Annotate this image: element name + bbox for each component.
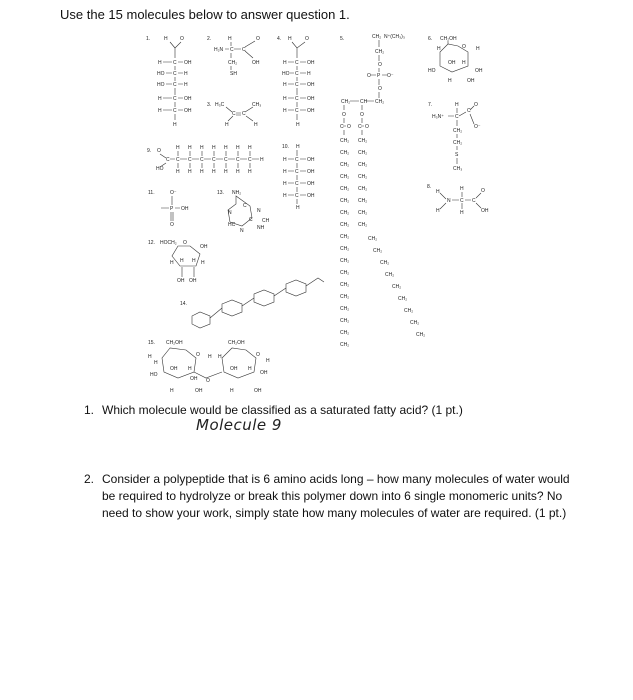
- svg-text:CH₂: CH₂: [368, 236, 378, 242]
- svg-text:H: H: [212, 145, 216, 151]
- molecule-12: [148, 240, 208, 284]
- svg-text:C: C: [188, 157, 192, 163]
- svg-text:OH: OH: [184, 108, 192, 114]
- svg-text:H: H: [283, 169, 287, 175]
- molecule-14: [180, 278, 324, 328]
- svg-text:H: H: [283, 157, 287, 163]
- svg-text:O: O: [474, 102, 478, 108]
- question-2: [84, 471, 584, 522]
- svg-text:C: C: [173, 96, 177, 102]
- svg-text:H: H: [248, 145, 252, 151]
- svg-text:N: N: [447, 198, 451, 204]
- svg-text:H: H: [188, 169, 192, 175]
- svg-text:C: C: [358, 124, 362, 130]
- svg-text:H: H: [176, 169, 180, 175]
- svg-text:O: O: [180, 36, 184, 42]
- svg-text:OH: OH: [481, 208, 489, 214]
- label-12: 12.: [148, 240, 155, 246]
- molecule-6: [428, 36, 483, 84]
- svg-text:C: C: [295, 82, 299, 88]
- svg-text:SH: SH: [230, 71, 237, 77]
- svg-text:H: H: [228, 36, 232, 42]
- svg-text:O: O: [347, 124, 351, 130]
- svg-text:H₃C: H₃C: [215, 102, 225, 108]
- svg-text:HO: HO: [157, 71, 165, 77]
- svg-text:N⁺(CH₃)₃: N⁺(CH₃)₃: [384, 34, 405, 40]
- svg-text:H: H: [158, 60, 162, 66]
- svg-text:C: C: [295, 108, 299, 114]
- svg-text:C: C: [467, 108, 471, 114]
- svg-text:CH₂: CH₂: [340, 342, 350, 348]
- svg-text:O: O: [378, 62, 382, 68]
- svg-text:H: H: [296, 205, 300, 211]
- svg-text:H: H: [437, 46, 441, 52]
- svg-text:CH₂: CH₂: [358, 174, 368, 180]
- svg-text:HO: HO: [156, 166, 164, 172]
- svg-text:OH: OH: [307, 193, 315, 199]
- svg-text:HO: HO: [150, 372, 158, 378]
- svg-text:H: H: [248, 366, 252, 372]
- svg-text:CH₂: CH₂: [340, 258, 350, 264]
- svg-text:CH₂: CH₂: [373, 248, 383, 254]
- svg-text:H: H: [248, 169, 252, 175]
- svg-text:H: H: [225, 122, 229, 128]
- svg-text:O: O: [305, 36, 309, 42]
- svg-text:OH: OH: [252, 60, 260, 66]
- svg-text:HOCH₂: HOCH₂: [160, 240, 177, 246]
- label-7: 7.: [428, 102, 433, 108]
- svg-text:C: C: [340, 124, 344, 130]
- svg-text:H: H: [436, 208, 440, 214]
- svg-text:C: C: [236, 157, 240, 163]
- svg-text:O: O: [360, 112, 364, 118]
- svg-text:C: C: [242, 111, 246, 117]
- svg-text:C: C: [295, 96, 299, 102]
- svg-text:H: H: [224, 169, 228, 175]
- svg-text:C: C: [243, 203, 247, 209]
- svg-text:H: H: [170, 260, 174, 266]
- svg-text:C: C: [295, 193, 299, 199]
- svg-text:H₂N: H₂N: [214, 47, 224, 53]
- svg-text:HO: HO: [428, 68, 436, 74]
- svg-text:OH: OH: [448, 60, 456, 66]
- svg-text:OH: OH: [170, 366, 178, 372]
- svg-text:CH₂: CH₂: [340, 198, 350, 204]
- svg-text:OH: OH: [184, 96, 192, 102]
- svg-text:H: H: [254, 122, 258, 128]
- svg-text:H: H: [283, 108, 287, 114]
- label-13: 13.: [217, 190, 224, 196]
- svg-text:OH: OH: [189, 278, 197, 284]
- svg-text:OH: OH: [177, 278, 185, 284]
- svg-text:OH: OH: [307, 82, 315, 88]
- svg-text:C: C: [173, 60, 177, 66]
- svg-text:C: C: [232, 111, 236, 117]
- svg-text:C: C: [295, 157, 299, 163]
- svg-text:CH₂: CH₂: [392, 284, 402, 290]
- svg-text:O⁻: O⁻: [387, 73, 394, 79]
- svg-text:CH₂OH: CH₂OH: [228, 340, 245, 346]
- svg-text:H: H: [188, 145, 192, 151]
- question-1: [84, 402, 604, 419]
- molecule-9: [147, 145, 264, 175]
- svg-text:CH₃: CH₃: [252, 102, 262, 108]
- svg-text:H: H: [283, 82, 287, 88]
- svg-text:CH₂: CH₂: [228, 60, 238, 66]
- svg-text:H: H: [218, 354, 222, 360]
- svg-text:CH₂OH: CH₂OH: [440, 36, 457, 42]
- svg-text:OH: OH: [467, 78, 475, 84]
- svg-text:C: C: [295, 71, 299, 77]
- svg-text:P: P: [377, 73, 381, 79]
- svg-text:C: C: [224, 157, 228, 163]
- svg-text:OH: OH: [475, 68, 483, 74]
- label-8: 8.: [427, 184, 432, 190]
- svg-text:N: N: [228, 210, 232, 216]
- svg-text:N: N: [240, 228, 244, 234]
- svg-text:CH₂: CH₂: [372, 34, 382, 40]
- svg-text:OH: OH: [307, 96, 315, 102]
- handwritten-answer: Molecule 9: [196, 416, 282, 434]
- svg-text:CH₂OH: CH₂OH: [166, 340, 183, 346]
- svg-text:OH: OH: [307, 169, 315, 175]
- svg-text:H: H: [208, 354, 212, 360]
- svg-text:H: H: [184, 82, 188, 88]
- svg-text:H: H: [296, 144, 300, 150]
- svg-text:C: C: [166, 157, 170, 163]
- svg-text:OH: OH: [307, 60, 315, 66]
- label-3: 3.: [207, 102, 212, 108]
- svg-text:CH₂: CH₂: [340, 174, 350, 180]
- svg-text:O: O: [170, 222, 174, 228]
- svg-text:C: C: [295, 169, 299, 175]
- svg-text:CH₃: CH₃: [453, 166, 463, 172]
- molecule-8: [427, 184, 489, 216]
- label-14: 14.: [180, 301, 187, 307]
- svg-text:C: C: [295, 60, 299, 66]
- molecule-3: [207, 102, 261, 128]
- svg-text:O: O: [206, 378, 210, 384]
- svg-text:H: H: [476, 46, 480, 52]
- svg-text:H: H: [173, 122, 177, 128]
- molecule-1: [146, 36, 192, 128]
- svg-text:O: O: [378, 86, 382, 92]
- svg-text:CH₂: CH₂: [340, 186, 350, 192]
- label-4: 4.: [277, 36, 282, 42]
- svg-text:C: C: [200, 157, 204, 163]
- svg-text:CH₂: CH₂: [358, 138, 368, 144]
- svg-text:H: H: [212, 169, 216, 175]
- svg-text:H: H: [184, 71, 188, 77]
- svg-text:CH₂: CH₂: [358, 198, 368, 204]
- svg-text:CH₂: CH₂: [404, 308, 414, 314]
- svg-text:H: H: [170, 388, 174, 394]
- svg-text:H: H: [283, 96, 287, 102]
- label-11: 11.: [148, 190, 155, 196]
- svg-text:CH₂: CH₂: [340, 150, 350, 156]
- svg-text:H: H: [188, 366, 192, 372]
- svg-text:CH₂: CH₂: [380, 260, 390, 266]
- svg-text:H: H: [283, 60, 287, 66]
- label-9: 9.: [147, 148, 152, 154]
- svg-text:H: H: [283, 181, 287, 187]
- molecule-4: [277, 36, 315, 128]
- svg-text:H: H: [307, 71, 311, 77]
- svg-text:CH₂: CH₂: [358, 150, 368, 156]
- svg-text:H: H: [460, 210, 464, 216]
- label-1: 1.: [146, 36, 151, 42]
- svg-text:H: H: [288, 36, 292, 42]
- svg-text:CH₂: CH₂: [416, 332, 426, 338]
- svg-text:OH: OH: [307, 108, 315, 114]
- svg-text:H: H: [236, 145, 240, 151]
- svg-text:H: H: [230, 388, 234, 394]
- svg-text:H: H: [176, 145, 180, 151]
- svg-text:H: H: [455, 102, 459, 108]
- svg-text:CH₂: CH₂: [340, 306, 350, 312]
- svg-text:CH₂: CH₂: [340, 294, 350, 300]
- label-15: 15.: [148, 340, 155, 346]
- svg-text:O⁻: O⁻: [170, 190, 177, 196]
- label-6: 6.: [428, 36, 433, 42]
- svg-text:HO: HO: [157, 82, 165, 88]
- svg-text:H: H: [236, 169, 240, 175]
- svg-text:O: O: [183, 240, 187, 246]
- molecule-10: [282, 144, 315, 211]
- svg-text:CH₂: CH₂: [340, 318, 350, 324]
- svg-text:CH₂: CH₂: [398, 296, 408, 302]
- svg-text:CH: CH: [262, 218, 270, 224]
- molecule-7: [428, 102, 481, 172]
- svg-text:H: H: [260, 157, 264, 163]
- svg-text:H: H: [164, 36, 168, 42]
- svg-text:H₃N⁺: H₃N⁺: [432, 114, 444, 120]
- instructions-text: Use the 15 molecules below to answer question 1.: [60, 7, 350, 22]
- svg-text:O: O: [342, 112, 346, 118]
- svg-text:HO: HO: [282, 71, 290, 77]
- svg-text:H: H: [158, 108, 162, 114]
- svg-text:O: O: [365, 124, 369, 130]
- svg-text:H: H: [436, 189, 440, 195]
- svg-text:H: H: [224, 145, 228, 151]
- label-10: 10.: [282, 144, 289, 150]
- svg-text:CH₂: CH₂: [340, 162, 350, 168]
- svg-text:CH₂: CH₂: [358, 186, 368, 192]
- svg-text:C: C: [173, 82, 177, 88]
- question-1-text: Which molecule would be classified as a saturated fatty acid? (1 pt.): [102, 403, 463, 417]
- svg-text:CH₂: CH₂: [375, 99, 385, 105]
- svg-text:C: C: [173, 108, 177, 114]
- svg-text:C: C: [248, 157, 252, 163]
- svg-text:OH: OH: [181, 206, 189, 212]
- svg-text:H: H: [180, 258, 184, 264]
- svg-text:CH₂: CH₂: [340, 234, 350, 240]
- svg-text:CH₂: CH₂: [340, 330, 350, 336]
- svg-text:CH₂: CH₂: [358, 210, 368, 216]
- svg-text:OH: OH: [307, 181, 315, 187]
- svg-text:OH: OH: [195, 388, 203, 394]
- svg-text:NH₂: NH₂: [232, 190, 242, 196]
- svg-text:H: H: [462, 60, 466, 66]
- svg-text:CH₂: CH₂: [341, 99, 351, 105]
- svg-text:CH₂: CH₂: [358, 222, 368, 228]
- svg-text:H: H: [283, 193, 287, 199]
- svg-text:C: C: [455, 114, 459, 120]
- svg-text:H: H: [200, 169, 204, 175]
- svg-text:O: O: [481, 188, 485, 194]
- svg-text:OH: OH: [260, 370, 268, 376]
- molecule-13: [217, 190, 270, 234]
- svg-text:H: H: [200, 145, 204, 151]
- svg-text:C: C: [249, 217, 253, 223]
- svg-text:H: H: [158, 96, 162, 102]
- question-2-number: 2.: [84, 472, 95, 486]
- svg-text:CH₂: CH₂: [375, 49, 385, 55]
- svg-text:C: C: [176, 157, 180, 163]
- svg-text:S: S: [455, 152, 459, 158]
- svg-text:H: H: [154, 360, 158, 366]
- svg-text:OH: OH: [230, 366, 238, 372]
- svg-text:H: H: [460, 186, 464, 192]
- svg-text:O: O: [367, 73, 371, 79]
- svg-text:C: C: [242, 47, 246, 53]
- label-5: 5.: [340, 36, 345, 42]
- svg-text:O: O: [256, 352, 260, 358]
- svg-text:H: H: [192, 258, 196, 264]
- molecule-5: [340, 34, 425, 348]
- question-2-text: Consider a polypeptide that is 6 amino acids long – how many molecules of water would be required to hydrolyze or break this polymer down into 6 single monomeric units? No need to show your work, simply state how many molecules of water are required. (1 pt.): [102, 472, 570, 520]
- molecule-11: [148, 190, 189, 228]
- svg-text:HC: HC: [228, 222, 236, 228]
- svg-text:C: C: [295, 181, 299, 187]
- svg-text:OH: OH: [254, 388, 262, 394]
- svg-text:H: H: [201, 260, 205, 266]
- svg-text:H: H: [148, 354, 152, 360]
- svg-text:CH₂: CH₂: [453, 140, 463, 146]
- svg-text:N: N: [257, 208, 261, 214]
- svg-text:OH: OH: [184, 60, 192, 66]
- svg-text:C: C: [173, 71, 177, 77]
- svg-text:CH₂: CH₂: [453, 128, 463, 134]
- svg-text:CH₂: CH₂: [340, 270, 350, 276]
- svg-text:O: O: [196, 352, 200, 358]
- svg-text:CH₂: CH₂: [385, 272, 395, 278]
- svg-text:C: C: [460, 198, 464, 204]
- svg-text:CH₂: CH₂: [410, 320, 420, 326]
- molecule-2: [207, 36, 260, 77]
- molecule-15: [148, 340, 270, 394]
- svg-text:CH: CH: [360, 99, 368, 105]
- svg-text:H: H: [266, 358, 270, 364]
- svg-text:O: O: [256, 36, 260, 42]
- fatty-acid-tail-1: [340, 138, 349, 348]
- svg-text:O⁻: O⁻: [474, 124, 481, 130]
- svg-text:CH₂: CH₂: [358, 162, 368, 168]
- fatty-acid-tail-2: [358, 138, 425, 338]
- svg-text:OH: OH: [200, 244, 208, 250]
- svg-text:C: C: [472, 198, 476, 204]
- svg-text:NH: NH: [257, 225, 265, 231]
- label-2: 2.: [207, 36, 212, 42]
- svg-text:H: H: [448, 78, 452, 84]
- svg-text:OH: OH: [190, 376, 198, 382]
- svg-text:CH₂: CH₂: [340, 282, 350, 288]
- svg-text:C: C: [212, 157, 216, 163]
- svg-text:CH₂: CH₂: [340, 210, 350, 216]
- svg-text:H: H: [296, 122, 300, 128]
- svg-text:C: C: [230, 47, 234, 53]
- svg-text:O: O: [462, 44, 466, 50]
- svg-text:CH₂: CH₂: [340, 138, 350, 144]
- svg-text:CH₂: CH₂: [340, 222, 350, 228]
- svg-text:O: O: [157, 148, 161, 154]
- svg-text:P: P: [170, 206, 174, 212]
- svg-text:CH₂: CH₂: [340, 246, 350, 252]
- question-1-number: 1.: [84, 403, 95, 417]
- svg-text:OH: OH: [307, 157, 315, 163]
